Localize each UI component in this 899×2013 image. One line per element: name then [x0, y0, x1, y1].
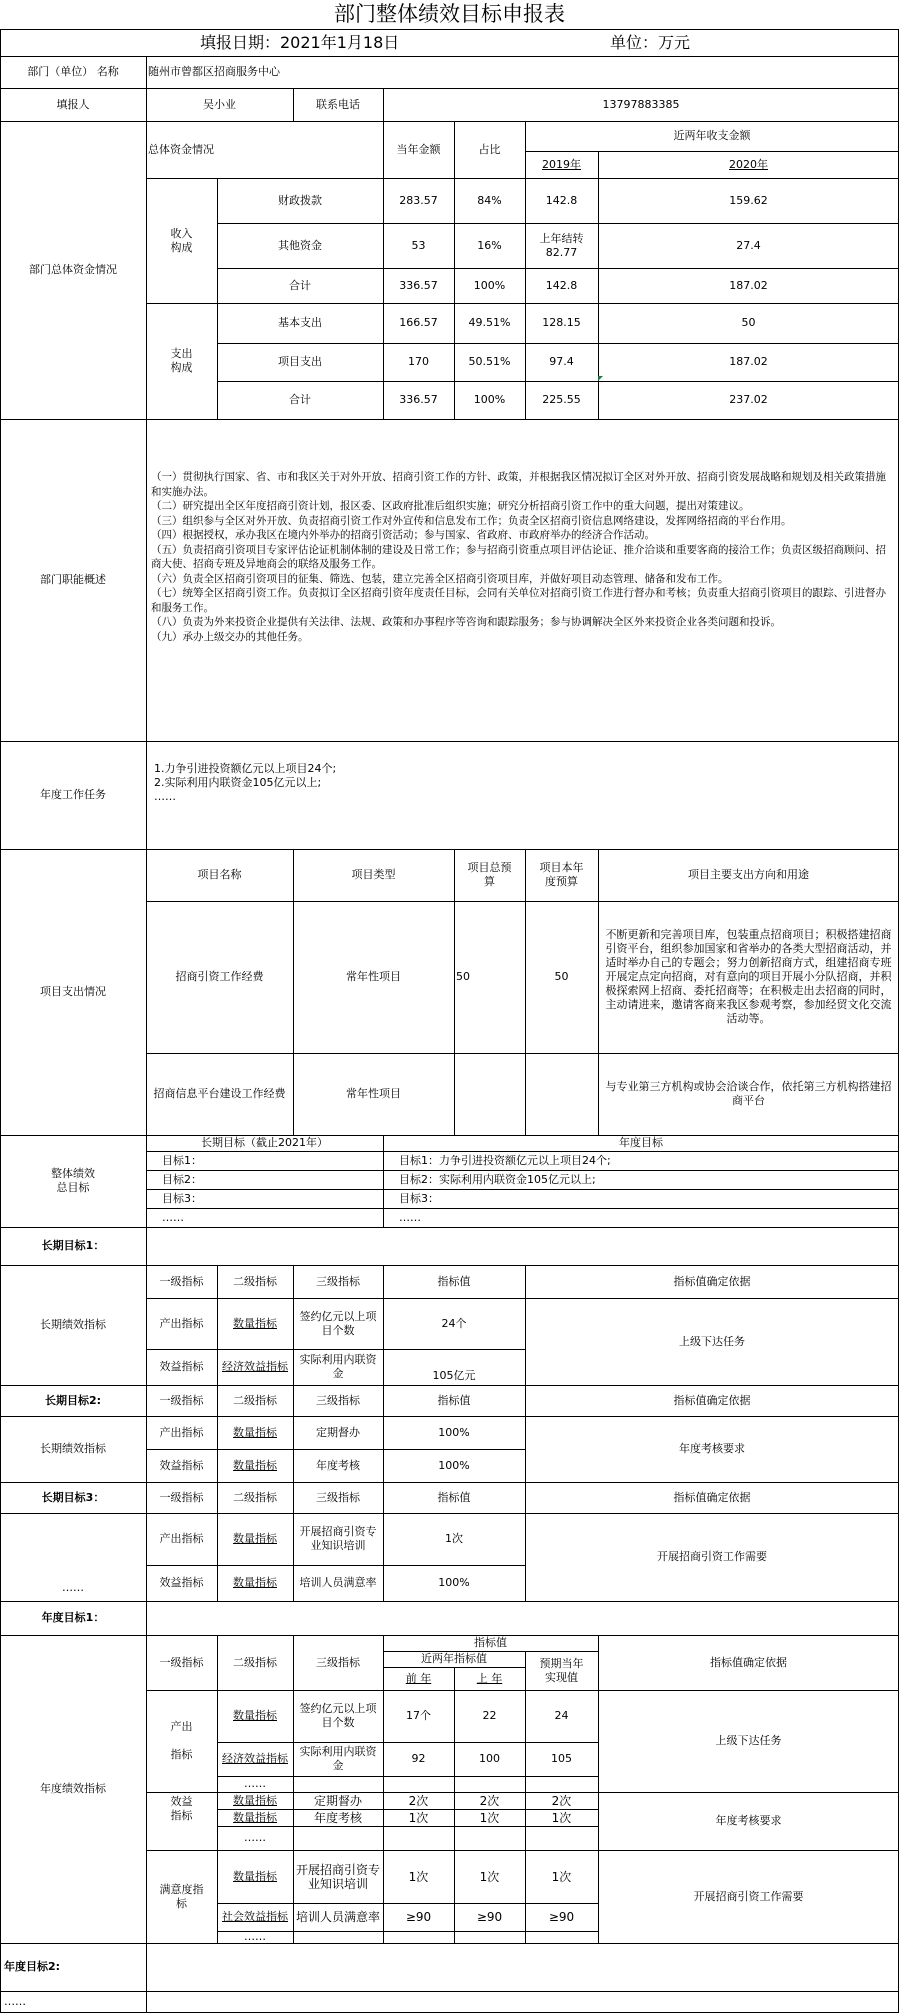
indicator-level2: 数量指标 [233, 1532, 277, 1545]
expense-ratio: 100% [473, 393, 506, 406]
col-level2: 二级指标 [233, 1393, 277, 1407]
col-level2: 二级指标 [233, 1490, 277, 1504]
indicator-prev: 92 [411, 1752, 426, 1765]
indicator-prev: 2次 [408, 1793, 429, 1808]
income-ratio: 16% [477, 238, 502, 252]
long-indicator-label: 长期绩效指标 [40, 1442, 106, 1455]
col-level3: 三级指标 [316, 1393, 360, 1407]
col-expected: 预期当年 实现值 [539, 1656, 584, 1684]
indicator-level2: 数量指标 [233, 1869, 277, 1883]
project-purpose-header: 项目主要支出方向和用途 [688, 868, 809, 881]
satisfaction-basis: 开展招商引资工作需要 [693, 1889, 804, 1903]
year-2020-header: 2020年 [729, 157, 768, 171]
col-level1: 一级指标 [159, 1274, 204, 1288]
project-name-header: 项目名称 [197, 868, 242, 881]
year-2019-header: 2019年 [542, 157, 581, 171]
expense-2020: 187.02 [729, 355, 768, 368]
indicator-level3: 开展招商引资专业知识培训 [295, 1862, 380, 1891]
col-level2: 二级指标 [233, 1274, 277, 1288]
long-goal-1-label: 长期目标1： [41, 1239, 105, 1252]
grid-line-h [0, 29, 899, 30]
annual-satisfaction-label: 满意度指 标 [159, 1882, 204, 1910]
col-level3: 三级指标 [316, 1655, 360, 1669]
expense-ratio: 50.51% [468, 355, 511, 368]
indicator-expected: 24 [554, 1709, 569, 1722]
col-level1: 一级指标 [159, 1655, 204, 1669]
annual-goal-2-label: 年度目标2: [4, 1960, 61, 1973]
benefit-basis: 年度考核要求 [715, 1814, 782, 1827]
expense-name: 合计 [289, 393, 311, 406]
indicator-level1: 产出指标 [159, 1425, 204, 1439]
recent-two-years-header: 近两年收支金额 [673, 129, 751, 142]
satisfaction-ellipsis: …… [244, 1931, 266, 1943]
indicator-prev: 1次 [408, 1810, 429, 1825]
income-2020: 27.4 [736, 238, 761, 252]
indicator-basis: 开展招商引资工作需要 [657, 1550, 767, 1563]
indicator-last: 1次 [479, 1869, 500, 1884]
ratio-header: 占比 [478, 142, 501, 156]
indicator-level3: 定期督办 [313, 1793, 362, 1808]
indicator-prev: 1次 [408, 1869, 429, 1884]
income-2019: 上年结转 82.77 [539, 231, 584, 259]
long-goal-ellipsis: …… [62, 1581, 84, 1594]
indicator-value: 1次 [445, 1532, 463, 1545]
indicator-level1: 效益指标 [159, 1360, 204, 1373]
expense-name: 项目支出 [278, 355, 322, 368]
dept-name-value: 随州市曾都区招商服务中心 [148, 65, 280, 78]
col-value: 指标值 [437, 1490, 471, 1504]
output-ellipsis: …… [244, 1777, 266, 1790]
col-basis: 指标值确定依据 [710, 1655, 787, 1669]
col-level3: 三级指标 [316, 1490, 360, 1504]
col-level1: 一级指标 [159, 1490, 204, 1504]
funds-section-label: 部门总体资金情况 [29, 263, 117, 276]
filler-label: 填报人 [56, 97, 90, 111]
indicator-expected: 1次 [551, 1810, 572, 1825]
col-level3: 三级指标 [316, 1274, 360, 1288]
indicator-last: 100 [479, 1752, 500, 1765]
annual-goal-header: 年度目标 [619, 1136, 663, 1149]
income-2019: 142.8 [545, 193, 578, 207]
project-type: 常年性项目 [346, 1087, 401, 1100]
dept-name-label: 部门（单位） 名称 [27, 65, 119, 78]
indicator-basis: 年度考核要求 [679, 1442, 745, 1455]
form-subheader [0, 29, 899, 56]
footer-ellipsis: …… [4, 1995, 26, 2008]
annual-goal-item: 目标1：力争引进投资额亿元以上项目24个; [399, 1153, 611, 1167]
expense-2019: 97.4 [549, 355, 574, 368]
income-amount: 283.57 [399, 193, 438, 207]
income-2019: 142.8 [545, 278, 578, 292]
indicator-level3: 实际利用内联资金 [299, 1745, 377, 1772]
indicator-level2: 数量指标 [233, 1709, 277, 1722]
indicator-level2: 数量指标 [233, 1576, 277, 1589]
long-goal-item: 目标3： [162, 1191, 202, 1205]
output-basis: 上级下达任务 [715, 1734, 782, 1747]
projects-label: 项目支出情况 [40, 985, 106, 998]
annual-indicator-label: 年度绩效指标 [40, 1782, 106, 1795]
indicator-prev: ≥90 [405, 1910, 432, 1924]
indicator-last: ≥90 [476, 1910, 503, 1924]
indicator-level3: 实际利用内联资金 [299, 1353, 377, 1380]
indicator-level2: 经济效益指标 [222, 1752, 288, 1765]
col-level2: 二级指标 [233, 1655, 277, 1669]
long-goal-item: 目标1： [162, 1153, 202, 1167]
annual-goal-item: …… [399, 1210, 421, 1224]
phone-value: 13797883385 [602, 97, 680, 111]
phone-label: 联系电话 [316, 97, 360, 111]
indicator-level2: 社会效益指标 [222, 1910, 288, 1923]
indicator-level3: 定期督办 [316, 1425, 360, 1439]
indicator-level3: 开展招商引资专业知识培训 [299, 1525, 377, 1552]
indicator-value: 100% [438, 1458, 470, 1472]
col-recent: 近两年指标值 [421, 1652, 487, 1665]
overall-goals-label: 整体绩效 总目标 [51, 1167, 95, 1194]
expense-2019: 225.55 [542, 393, 581, 406]
indicator-last: 1次 [479, 1810, 500, 1825]
income-ratio: 84% [477, 193, 502, 207]
annual-goal-1-label: 年度目标1： [41, 1611, 105, 1624]
indicator-level1: 效益指标 [159, 1576, 204, 1589]
current-amount-header: 当年金额 [396, 142, 441, 156]
project-total-budget [454, 1053, 525, 1135]
long-goal-item: …… [162, 1210, 184, 1224]
indicator-value: 100% [438, 1576, 470, 1589]
expense-name: 基本支出 [278, 316, 322, 329]
annual-benefit-label: 效益 指标 [170, 1795, 193, 1822]
indicator-level3: 签约亿元以上项目个数 [299, 1309, 377, 1337]
long-indicator-label: 长期绩效指标 [40, 1318, 106, 1331]
annual-goal-item: 目标2：实际利用内联资金105亿元以上; [399, 1172, 596, 1186]
indicator-level2: 经济效益指标 [222, 1360, 288, 1373]
annual-tasks-label: 年度工作任务 [40, 788, 106, 801]
long-goal-item: 目标2： [162, 1172, 202, 1186]
indicator-expected: 105 [551, 1752, 572, 1765]
indicator-basis: 上级下达任务 [679, 1334, 745, 1348]
col-level1: 一级指标 [159, 1393, 204, 1407]
long-goal-3-label: 长期目标3： [41, 1490, 105, 1504]
indicator-level2: 数量指标 [233, 1425, 277, 1439]
expense-group-label: 支出 构成 [170, 347, 193, 374]
col-prev-year: 前 年 [405, 1671, 432, 1685]
indicator-level2: 数量指标 [233, 1458, 277, 1472]
filler-name: 吴小业 [203, 97, 236, 111]
project-total-budget-header: 项目总预 算 [467, 861, 512, 888]
income-2020: 187.02 [729, 278, 768, 292]
project-name: 招商信息平台建设工作经费 [153, 1087, 286, 1100]
expense-amount: 166.57 [399, 316, 438, 329]
col-basis: 指标值确定依据 [673, 1274, 751, 1288]
col-value: 指标值 [474, 1636, 507, 1649]
project-name: 招商引资工作经费 [175, 970, 264, 983]
indicator-level3: 签约亿元以上项目个数 [299, 1702, 377, 1729]
indicator-level1: 产出指标 [159, 1316, 204, 1330]
expense-2019: 128.15 [542, 316, 581, 329]
fill-date: 填报日期：2021年1月18日 [200, 33, 400, 52]
indicator-level2: 数量指标 [233, 1810, 277, 1824]
form-title: 部门整体绩效目标申报表 [334, 2, 565, 26]
project-total-budget: 50 [456, 970, 470, 983]
indicator-level3: 培训人员满意率 [299, 1576, 377, 1589]
indicator-expected: ≥90 [548, 1910, 575, 1924]
project-annual-budget: 50 [554, 970, 569, 983]
income-name: 其他资金 [278, 238, 322, 252]
indicator-value: 105亿元 [432, 1369, 476, 1382]
income-name: 财政拨款 [278, 193, 322, 207]
indicator-last: 2次 [479, 1793, 500, 1808]
indicator-level3: 培训人员满意率 [295, 1910, 380, 1924]
income-ratio: 100% [473, 278, 506, 292]
expense-amount: 336.57 [399, 393, 438, 406]
expense-amount: 170 [408, 355, 429, 368]
col-basis: 指标值确定依据 [673, 1393, 751, 1407]
indicator-prev: 17个 [406, 1709, 431, 1722]
annual-goal-item: 目标3： [399, 1191, 439, 1205]
duties-label: 部门职能概述 [40, 573, 106, 586]
expense-ratio: 49.51% [468, 316, 511, 329]
col-last-year: 上 年 [476, 1671, 503, 1685]
indicator-last: 22 [482, 1709, 497, 1722]
indicator-value: 100% [438, 1425, 470, 1439]
col-basis: 指标值确定依据 [673, 1490, 751, 1504]
project-type: 常年性项目 [346, 970, 401, 983]
annual-output-label: 产出 指标 [170, 1720, 193, 1761]
income-name: 合计 [289, 278, 311, 292]
benefit-ellipsis: …… [244, 1831, 266, 1844]
long-goal-header: 长期目标（截止2021年） [201, 1136, 328, 1149]
income-amount: 336.57 [399, 278, 438, 292]
project-purpose: 与专业第三方机构或协会洽谈合作，依托第三方机构搭建招商平台 [605, 1080, 892, 1107]
long-goal-2-label: 长期目标2: [44, 1393, 102, 1407]
indicator-level2: 数量指标 [233, 1793, 277, 1807]
indicator-level3: 年度考核 [316, 1458, 360, 1472]
indicator-level1: 产出指标 [159, 1532, 204, 1545]
duties-text: （一）贯彻执行国家、省、市和我区关于对外开放、招商引资工作的方针、政策，并根据我区情况拟订全区对外开放、招商引资发展战略和规划及相关政策措施和实施办法。 （二）研究提出全区年度招商引资计划，报区委、区政府批准后组织实施；研究分析招商引资工作中的重大问题，提出对策建议。 （三）组织参与全区对外开放、负责招商引资工作对外宣传和信息发布工作；负责全区招商引资信息网络建设，发挥网络招商的平台作用。 （四）根据授权，承办我区在境内外举办的招商引资活动；参与国家、省政府、市政府举办的经济合作活动。 （五）负责招商引资项目专家评估论证机制体制的建设及日常工作；参与招商引资重点项目评估论证、推介洽谈和重要客商的接洽工作；负责区级招商顾问、招商大使、招商专班及异地商会的联络及服务工作。 （六）负责全区招商引资项目的征集、筛选、包装，建立完善全区招商引资项目库，并做好项目动态管理、储备和发布工作。 （七）统筹全区招商引资工作。负责拟订全区招商引资年度责任目标，会同有关单位对招商引资工作进行督办和考核；负责重大招商引资项目的跟踪、引进督办和服务工作。 （八）负责为外来投资企业提供有关法律、法规、政策和办事程序等咨询和跟踪服务；参与协调解决全区外来投资企业各类问题和投诉。 （九）承办上级交办的其他任务。 [151, 471, 886, 643]
indicator-value: 24个 [441, 1316, 467, 1330]
expense-2020: 237.02 [729, 393, 768, 406]
col-value: 指标值 [437, 1274, 471, 1288]
expense-2020: 50 [741, 316, 756, 329]
project-annual-budget-header: 项目本年 度预算 [539, 861, 584, 888]
indicator-expected: 2次 [551, 1793, 572, 1808]
indicator-level3: 年度考核 [313, 1810, 362, 1825]
income-2020: 159.62 [729, 193, 768, 207]
indicator-level2: 数量指标 [233, 1316, 277, 1330]
project-type-header: 项目类型 [351, 868, 396, 881]
project-purpose: 不断更新和完善项目库，包装重点招商项目；积极搭建招商引资平台，组织参加国家和省举办的各类大型招商活动，并适时举办自己的专题会；努力创新招商方式，组建招商专班开展定点定向招商，对有意向的项目开展小分队招商，并积极探索网上招商、委托招商等；在积极走出去招商的同时，主动请进来，邀请客商来我区参观考察，参加经贸文化交流活动等。 [605, 928, 892, 1025]
project-annual-budget [525, 1053, 598, 1135]
indicator-expected: 1次 [551, 1869, 572, 1884]
annual-tasks-text: 1.力争引进投资额亿元以上项目24个; 2.实际利用内联资金105亿元以上; …… [154, 762, 337, 803]
funds-overall-label: 总体资金情况 [148, 142, 214, 156]
income-group-label: 收入 构成 [170, 226, 193, 254]
indicator-level1: 效益指标 [159, 1458, 204, 1472]
income-amount: 53 [411, 238, 426, 252]
col-value: 指标值 [437, 1393, 471, 1407]
amount-unit: 单位：万元 [610, 33, 691, 52]
